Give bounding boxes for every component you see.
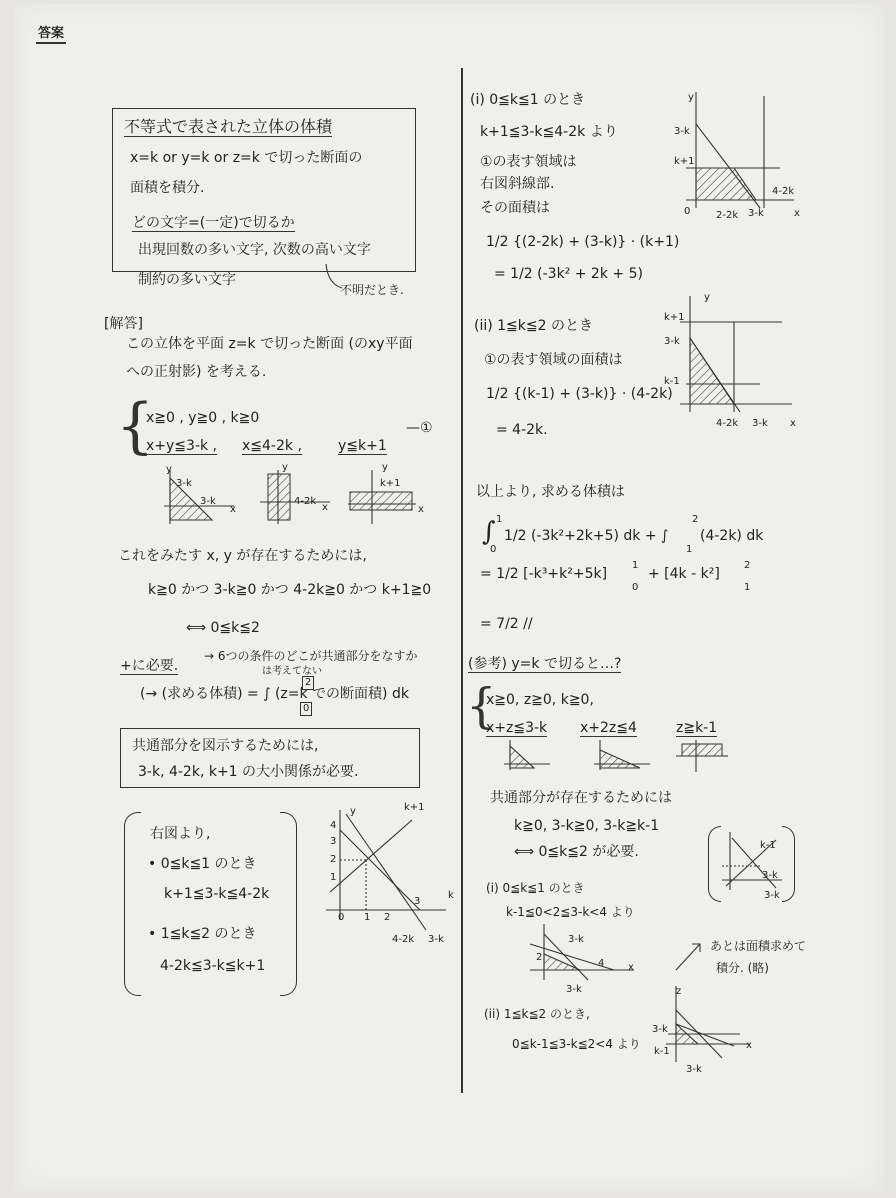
total-int-1-upper: 1 (496, 514, 503, 525)
total-head: 以上より, 求める体積は (476, 484, 625, 500)
ref-case2-graph (664, 986, 754, 1066)
ref-case2-line-1: 0≦k-1≦3-k≦2<4 より (512, 1037, 641, 1051)
ref-exist-3: ⟺ 0≦k≦2 が必要. (514, 844, 639, 860)
rg-x3: 3 (414, 896, 421, 907)
system-tag: —① (406, 420, 433, 436)
mini-graph-2-x: x (322, 502, 328, 513)
ref-g2-3mk-b: 3-k (686, 1064, 702, 1075)
total-int-2-upper: 2 (692, 514, 699, 525)
ref-g2-x: x (746, 1040, 752, 1051)
g2-4m2k: 4-2k (716, 418, 739, 429)
ref-system-1: x≧0, z≧0, k≧0, (486, 692, 594, 708)
g1-3mk-x: 3-k (748, 208, 764, 219)
ref-g-km1: k-1 (760, 840, 776, 851)
g1-kp1: k+1 (674, 156, 695, 167)
mini-graph-2-y: y (282, 462, 288, 473)
summary-line-4: 制約の多い文字 (138, 272, 236, 288)
r-case1-line-2: ①の表す領域は (480, 154, 577, 170)
ref-g-3mk-b: 3-k (764, 890, 780, 901)
total-formula-1b: 1/2 (-3k²+2k+5) dk + ∫ (504, 528, 669, 544)
g1-4m2k: 4-2k (772, 186, 795, 197)
ref-system-2b: x+2z≦4 (580, 720, 637, 736)
g2-x: x (790, 418, 796, 429)
side-note-arrow (320, 262, 350, 292)
ref-g-3mk-a: 3-k (762, 870, 778, 881)
system-row-2c: y≦k+1 (338, 438, 387, 454)
ref-brace: { (466, 678, 497, 734)
g1-x: x (794, 208, 800, 219)
r-case1-formula-2: = 1/2 (-3k² + 2k + 5) (494, 266, 643, 282)
mini-graph-3-x: x (418, 504, 424, 515)
ref-case1-head: (i) 0≦k≦1 のとき (486, 881, 585, 895)
case1-graph (680, 88, 800, 218)
total-result: = 7/2 // (480, 616, 533, 632)
case-block-paren-left (124, 812, 141, 996)
need-label: +に必要. (120, 658, 179, 674)
total-formula-2: = 1/2 [-k³+k²+5k] (480, 566, 608, 582)
g1-3mk: 3-k (674, 126, 690, 137)
mini-graph-2-label: 4-2k (294, 496, 317, 507)
rg-f2: 3-k (428, 934, 444, 945)
ref-g2-3mk: 3-k (652, 1024, 668, 1035)
g2-km1: k-1 (664, 376, 680, 387)
column-divider (461, 68, 463, 1093)
ref-g1-3mk: 3-k (568, 934, 584, 945)
ref-mini-graphs (500, 740, 740, 774)
ref-note-2: 積分. (略) (716, 961, 769, 975)
g2-y: y (704, 292, 710, 303)
eval-1-lower: 0 (632, 582, 639, 593)
exist-line-3: ⟺ 0≦k≦2 (186, 620, 260, 636)
kaitou-label: [解答] (104, 316, 143, 332)
mini-graph-1-label-a: 3-k (176, 478, 192, 489)
rg-t4: 4 (330, 820, 337, 831)
eval-2-lower: 1 (744, 582, 751, 593)
mini-graph-1-x: x (230, 504, 236, 515)
summary-side-note: 不明だとき. (340, 283, 404, 297)
eval-1-upper: 1 (632, 560, 639, 571)
g2-3mk: 3-k (664, 336, 680, 347)
ref-g1-4: 4 (598, 958, 605, 969)
rg-y: y (350, 806, 356, 817)
ref-note-1: あとは面積求めて (710, 939, 807, 953)
ref-case2-head: (ii) 1≦k≦2 のとき, (484, 1007, 590, 1021)
relation-line-2: 3-k, 4-2k, k+1 の大小関係が必要. (138, 764, 359, 780)
g2-kp1: k+1 (664, 312, 685, 323)
intro-line-1: この立体を平面 z=k で切った断面 (のxy平面 (126, 336, 413, 352)
ref-g2-z: z (676, 986, 682, 997)
mini-graph-3-y: y (382, 462, 388, 473)
intro-line-2: への正射影) を考える. (126, 364, 267, 380)
system-row-1: x≧0 , y≧0 , k≧0 (146, 410, 260, 426)
rg-kplus1: k+1 (404, 802, 425, 813)
formula-upper: 2 (302, 676, 314, 690)
rg-x1: 1 (364, 912, 371, 923)
total-formula-2b: + [4k - k²] (648, 566, 720, 582)
r-case1-line-4: その面積は (480, 200, 550, 216)
rg-x2: 2 (384, 912, 391, 923)
ref-system-2a: x+z≦3-k (486, 720, 548, 736)
ref-g1-2: 2 (536, 952, 543, 963)
need-note-1: → 6つの条件のどこが共通部分をなすか (204, 649, 418, 663)
total-formula-1c: (4-2k) dk (700, 528, 764, 544)
case-block-line-4: • 1≦k≦2 のとき (148, 926, 257, 942)
formula-lower: 0 (300, 702, 312, 716)
rg-f1: 4-2k (392, 934, 415, 945)
mini-graph-1-label-b: 3-k (200, 496, 216, 507)
rg-k: k (448, 890, 454, 901)
case-block-paren-right (280, 812, 297, 996)
total-int-1: ∫ (482, 517, 496, 547)
ref-g1-x: x (628, 962, 634, 973)
r-case2-formula-2: = 4-2k. (496, 422, 548, 438)
rg-t3: 3 (330, 836, 337, 847)
need-note-2: は考えてない (262, 666, 322, 677)
g1-o: 0 (684, 206, 691, 217)
r-case1-line-1: k+1≦3-k≦4-2k より (480, 124, 618, 140)
ref-g1-3mk-b: 3-k (566, 984, 582, 995)
summary-line-2: 面積を積分. (130, 180, 205, 196)
system-row-2a: x+y≦3-k , (146, 438, 217, 454)
case-block-line-5: 4-2k≦3-k≦k+1 (160, 958, 266, 974)
case2-graph (680, 296, 800, 426)
rg-t1: 1 (330, 872, 337, 883)
eval-2-upper: 2 (744, 560, 751, 571)
case-block-line-1: 右図より, (150, 826, 211, 842)
ref-exist-2: k≧0, 3-k≧0, 3-k≧k-1 (514, 818, 660, 834)
ref-system-2c: z≧k-1 (676, 720, 718, 736)
system-row-2b: x≦4-2k , (242, 438, 302, 454)
ref-case1-line-1: k-1≦0<2≦3-k<4 より (506, 905, 635, 919)
ref-exist-1: 共通部分が存在するためには (490, 790, 672, 806)
total-int-1-lower: 0 (490, 544, 497, 555)
r-case1-head: (i) 0≦k≦1 のとき (470, 92, 586, 108)
mini-graph-3-label: k+1 (380, 478, 401, 489)
r-case2-head: (ii) 1≦k≦2 のとき (474, 318, 593, 334)
exist-line-2: k≧0 かつ 3-k≧0 かつ 4-2k≧0 かつ k+1≧0 (148, 582, 432, 598)
ref-g2-km1: k-1 (654, 1046, 670, 1057)
answer-tag: 答案 (36, 22, 66, 44)
g1-y: y (688, 92, 694, 103)
g1-2m2k: 2-2k (716, 210, 739, 221)
volume-formula: (→ (求める体積) = ∫ (z=k での断面積) dk (140, 686, 409, 702)
relation-line-1: 共通部分を図示するためには, (132, 738, 319, 754)
rg-o: 0 (338, 912, 345, 923)
summary-subtitle: どの文字=(一定)で切るか (132, 215, 295, 231)
r-case2-line-1: ①の表す領域の面積は (484, 352, 623, 368)
exist-line-1: これをみたす x, y が存在するためには, (118, 548, 367, 564)
system-brace: { (116, 391, 155, 461)
case-block-line-2: • 0≦k≦1 のとき (148, 856, 257, 872)
summary-line-1: x=k or y=k or z=k で切った断面の (130, 150, 363, 166)
mini-graph-1-y: y (166, 464, 172, 475)
r-case2-formula-1: 1/2 {(k-1) + (3-k)} · (4-2k) (486, 386, 673, 402)
summary-line-3: 出現回数の多い文字, 次数の高い文字 (138, 242, 371, 258)
r-case1-formula-1: 1/2 {(2-2k) + (3-k)} · (k+1) (486, 234, 680, 250)
rg-t2: 2 (330, 854, 337, 865)
r-case1-line-3: 右図斜線部. (480, 176, 555, 192)
ref-head: (参考) y=k で切ると…? (468, 656, 622, 672)
case-block-line-3: k+1≦3-k≦4-2k (164, 886, 270, 902)
ref-note-arrow (672, 940, 706, 974)
g2-3mk-x: 3-k (752, 418, 768, 429)
summary-title: 不等式で表された立体の体積 (124, 117, 333, 136)
total-int-2-lower: 1 (686, 544, 693, 555)
